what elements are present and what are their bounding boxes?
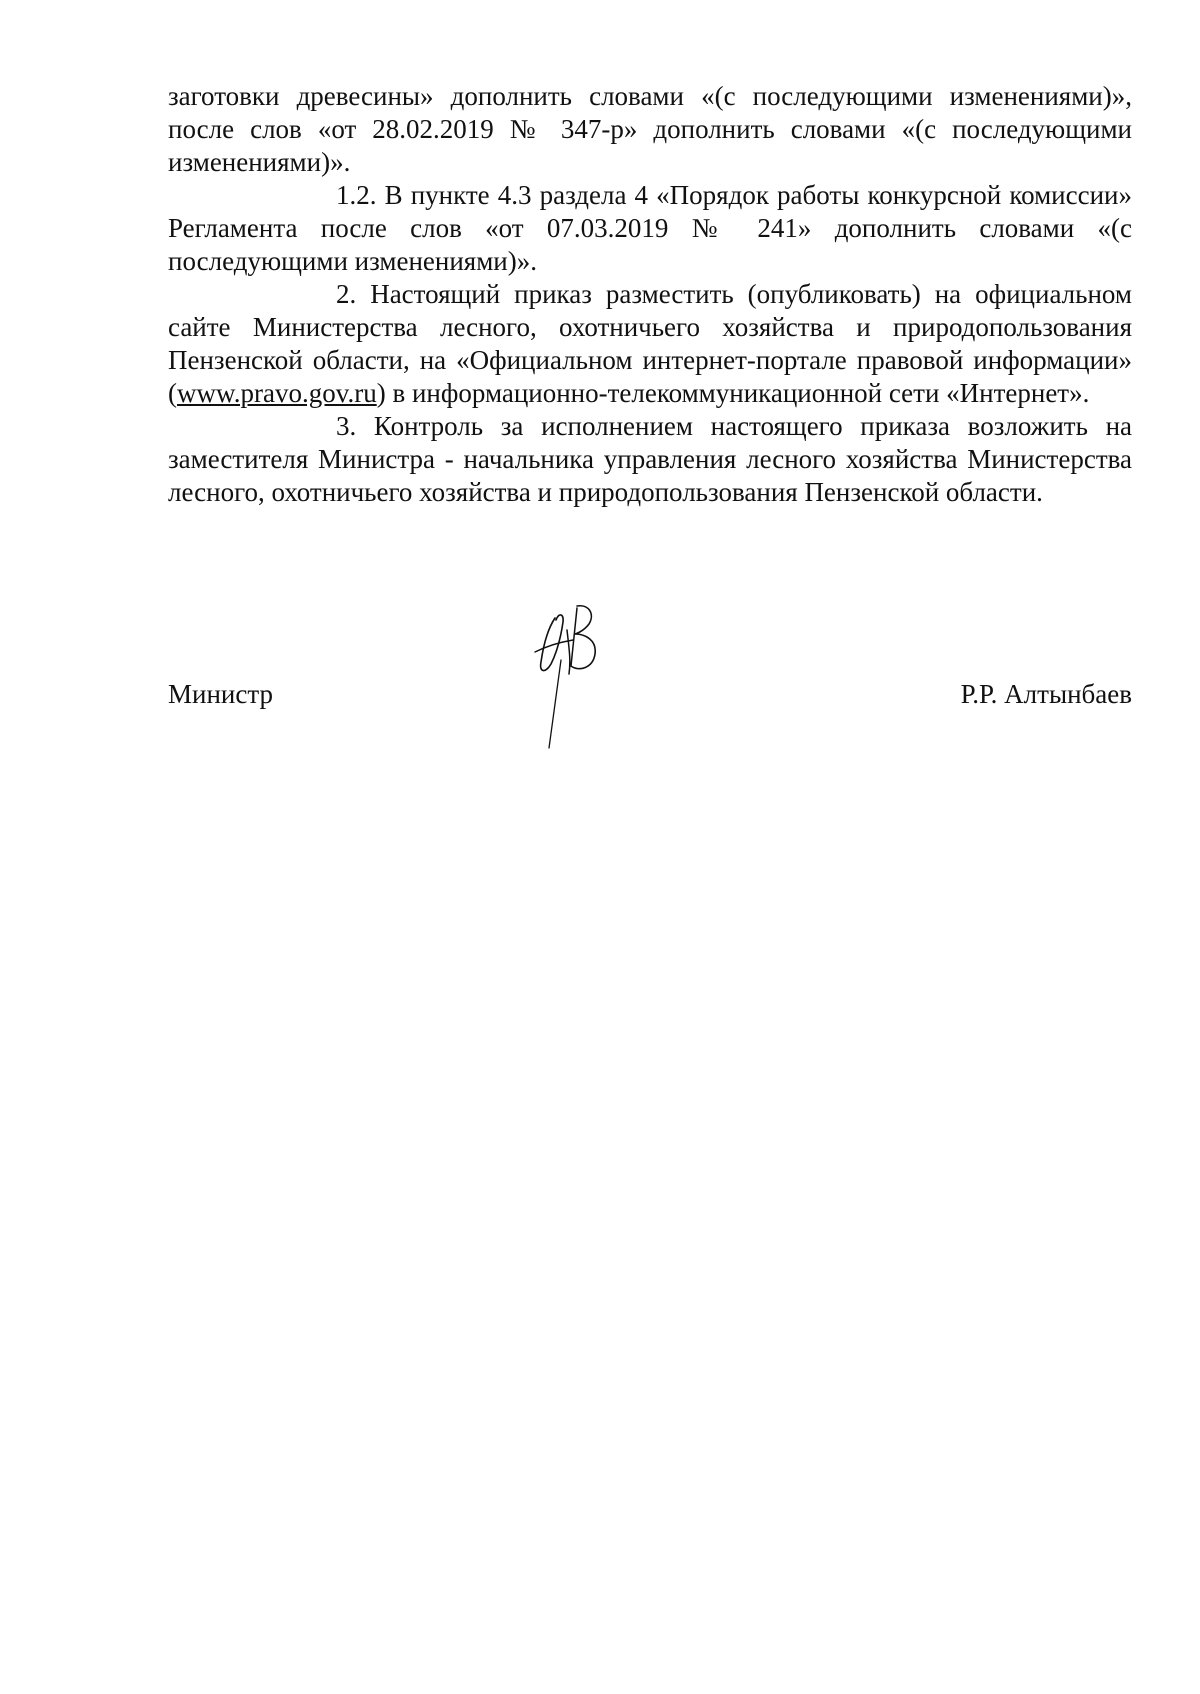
signatory-name: Р.Р. Алтынбаев <box>960 679 1132 709</box>
signature-block <box>168 678 1132 718</box>
paragraph-item-2 <box>168 278 1132 410</box>
document-body <box>168 80 1132 509</box>
item-text-after-link: ) в информационно-телекоммуникационной сети «Интернет». <box>376 378 1090 408</box>
paragraph-item-3 <box>168 410 1132 509</box>
paragraph-continuation: заготовки древесины» дополнить словами «(с последующими изменениями)», после слов «от 28.02.2019 № 347-р» дополнить словами «(с последующими изменениями)». <box>168 81 1132 177</box>
item-text: В пункте 4.3 раздела 4 «Порядок работы конкурсной комиссии» Регламента после слов «от 07.03.2019 № 241» дополнить словами «(с последующими изменениями)». <box>168 180 1132 276</box>
item-text-before-link: Настоящий приказ разместить (опубликовать) на официальном сайте Министерства лесного, охотничьего хозяйства и природопользования Пензенской области, на «Официальном интернет-портале правовой информации» ( <box>168 279 1132 408</box>
item-number: 3. <box>336 411 357 441</box>
pravo-link[interactable]: www.pravo.gov.ru <box>177 378 377 408</box>
item-text: Контроль за исполнением настоящего приказа возложить на заместителя Министра - начальника управления лесного хозяйства Министерства лесного, охотничьего хозяйства и природопользования Пензенской области. <box>168 411 1132 507</box>
signatory-title: Министр <box>168 679 273 709</box>
item-number: 2. <box>336 279 357 309</box>
paragraph-item-1-2 <box>168 179 1132 278</box>
item-number: 1.2. <box>336 180 377 210</box>
